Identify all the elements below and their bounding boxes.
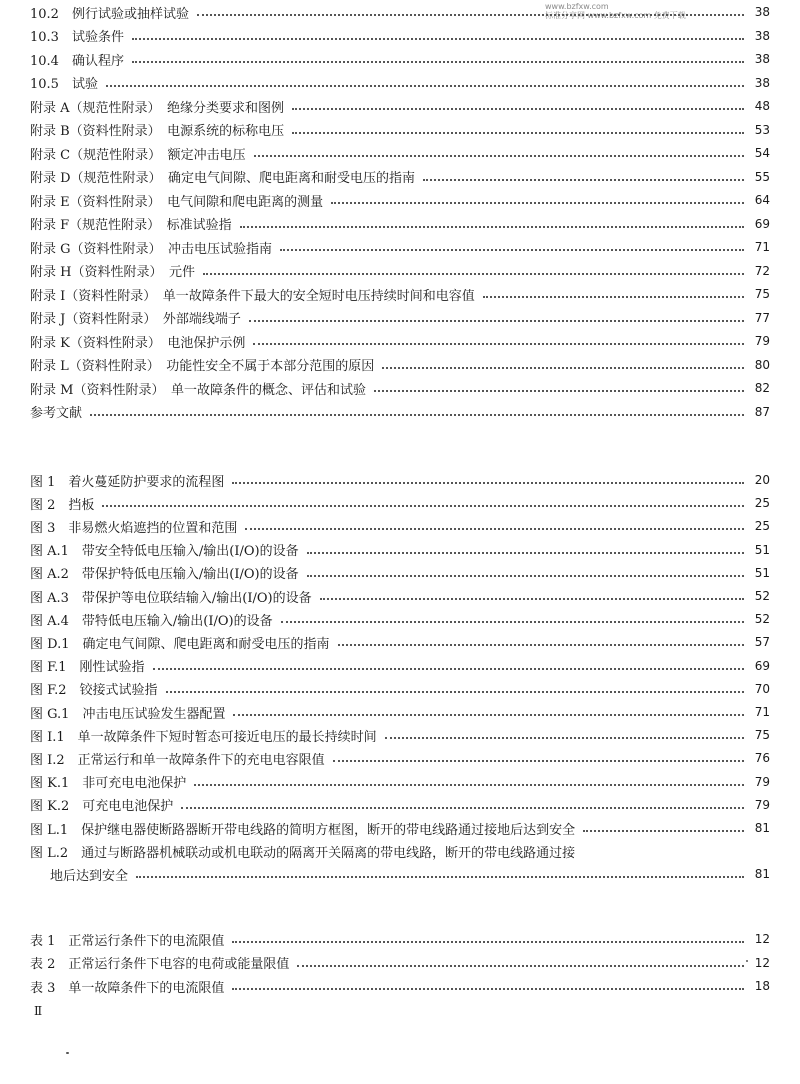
toc-entry (30, 284, 770, 304)
figure-entry-page: 69 (754, 658, 770, 673)
leader-dots (292, 132, 744, 134)
table-entry (30, 953, 770, 973)
toc-entry-page: 79 (754, 334, 770, 348)
toc-entry-page: 48 (754, 99, 770, 113)
figure-entry-label: 地后达到安全 (50, 868, 129, 884)
figure-entry (30, 609, 770, 629)
footer-page-number: Ⅱ (34, 1004, 43, 1018)
leader-dots (203, 273, 744, 275)
figure-entry-label: 图 I.2 正常运行和单一故障条件下的充电电容限值 (30, 752, 325, 768)
toc-entry (30, 2, 770, 22)
figure-entry-page: 25 (754, 496, 770, 511)
figure-entry-label: 图 2 挡板 (30, 497, 95, 513)
figure-entry-page: 81 (754, 821, 770, 835)
table-entry-label: 表 3 单一故障条件下的电流限值 (30, 980, 225, 996)
watermark-line-1: www.bzfxw.com (545, 2, 609, 11)
toc-entry (30, 26, 770, 46)
toc-entry-page: 38 (754, 28, 770, 43)
toc-entry-label: 附录 I（资料性附录） 单一故障条件下最大的安全短时电压持续时间和电容值 (30, 288, 475, 304)
figure-entry (30, 725, 770, 745)
figure-entry-label: 图 D.1 确定电气间隙、爬电距离和耐受电压的指南 (30, 636, 330, 652)
table-entry-page: 12 (754, 955, 770, 970)
figure-entry-label: 图 F.2 铰接式试验指 (30, 683, 158, 699)
figure-entry-label: 图 3 非易燃火焰遮挡的位置和范围 (30, 520, 238, 536)
toc-entry-page: 54 (754, 146, 770, 160)
figure-entry-page: 79 (754, 774, 770, 789)
toc-entry-page: 53 (754, 122, 770, 137)
leader-dots (106, 85, 744, 87)
leader-dots (197, 14, 744, 16)
table-entry (30, 976, 770, 996)
leader-dots (240, 226, 744, 228)
leader-dots (320, 598, 744, 600)
toc-entry (30, 96, 770, 116)
figure-entry-page: 79 (754, 797, 770, 812)
toc-entry (30, 214, 770, 234)
figure-entry-page: 25 (754, 519, 770, 534)
toc-entry-page: 55 (754, 169, 770, 184)
toc-entry (30, 378, 770, 398)
figure-entry-page: 51 (754, 565, 770, 580)
figure-entry-page: 51 (754, 542, 770, 557)
toc-entry-page: 38 (754, 5, 770, 19)
toc-entry (30, 402, 770, 422)
leader-dots (249, 320, 744, 322)
toc-entry-label: 附录 L（资料性附录） 功能性安全不属于本部分范围的原因 (30, 359, 375, 374)
leader-dots (194, 784, 744, 786)
figure-entry-label: 图 G.1 冲击电压试验发生器配置 (30, 706, 226, 722)
leader-dots (253, 343, 744, 345)
toc-entry-page: 38 (754, 52, 770, 66)
figure-entry (30, 586, 770, 606)
toc-entry-label: 10.3 试验条件 (30, 30, 124, 45)
figure-entry-page: 71 (754, 705, 770, 719)
toc-entry-label: 参考文献 (30, 406, 83, 421)
figure-entry-page: 75 (754, 728, 770, 743)
figure-entry-page: 81 (754, 867, 770, 882)
leader-dots (307, 552, 744, 554)
toc-entry (30, 331, 770, 351)
leader-dots (102, 505, 744, 507)
toc-entry-label: 10.2 例行试验或抽样试验 (30, 6, 189, 22)
leader-dots (374, 390, 744, 392)
toc-entry-page: 75 (754, 287, 770, 301)
toc-entry-label: 附录 K（资料性附录） 电池保护示例 (30, 335, 246, 351)
figure-entry-page: 20 (754, 473, 770, 487)
watermark-line-2: 标准分享网 www.bzfxw.com 免费下载 (545, 11, 686, 20)
leader-dots (281, 621, 744, 623)
scan-speck (66, 1052, 69, 1054)
figure-entry-label: 图 L.2 通过与断路器机械联动或机电联动的隔离开关隔离的带电线路，断开的带电线路通过接 (30, 845, 576, 861)
toc-entry-page: 72 (754, 263, 770, 278)
toc-entry (30, 237, 770, 257)
leader-dots (385, 737, 744, 739)
figure-entry-page: 57 (754, 635, 770, 650)
figure-entry (30, 748, 770, 768)
table-entry (30, 929, 770, 949)
toc-entry-label: 附录 F（规范性附录） 标准试验指 (30, 218, 232, 233)
table-entry-page: 18 (754, 979, 770, 993)
toc-entry (30, 190, 770, 210)
leader-dots (382, 367, 744, 369)
toc-entry (30, 73, 770, 93)
figure-entry-label: 图 A.3 带保护等电位联结输入/输出(I/O)的设备 (30, 590, 312, 606)
toc-entry-label: 附录 B（资料性附录） 电源系统的标称电压 (30, 124, 285, 139)
leader-dots (338, 644, 745, 646)
leader-dots (90, 414, 744, 416)
figure-entry-page: 76 (754, 751, 770, 766)
toc-entry (30, 49, 770, 69)
leader-dots (331, 202, 744, 204)
leader-dots (423, 179, 744, 181)
figure-entry-page: 52 (754, 589, 770, 603)
toc-entry (30, 120, 770, 140)
toc-entry-page: 71 (754, 240, 770, 254)
figure-entry (30, 702, 770, 722)
toc-entry-label: 附录 H（资料性附录） 元件 (30, 265, 195, 280)
toc-entry-page: 87 (754, 404, 770, 419)
leader-dots (232, 482, 744, 484)
toc-entry-label: 附录 A（规范性附录） 绝缘分类要求和图例 (30, 100, 285, 116)
figure-entry (30, 563, 770, 583)
toc-entry-page: 77 (754, 310, 770, 325)
toc-entry-label: 10.5 试验 (30, 77, 98, 92)
leader-dots (297, 965, 744, 967)
figure-entry (30, 841, 770, 861)
leader-dots (132, 38, 744, 40)
leader-dots (280, 249, 744, 251)
toc-entry-page: 69 (754, 216, 770, 231)
leader-dots (232, 988, 744, 990)
figure-entry (30, 516, 770, 536)
figure-entry (30, 679, 770, 699)
figure-entry-label: 图 A.4 带特低电压输入/输出(I/O)的设备 (30, 613, 273, 629)
figure-entry-label: 图 I.1 单一故障条件下短时暂态可接近电压的最长持续时间 (30, 729, 377, 745)
toc-entry-page: 80 (754, 357, 770, 372)
leader-dots (333, 760, 744, 762)
leader-dots (136, 876, 744, 878)
figure-entry-label: 图 K.2 可充电电池保护 (30, 799, 174, 815)
figure-entry-label: 图 F.1 刚性试验指 (30, 660, 145, 676)
leader-dots (181, 807, 744, 809)
table-entry-label: 表 1 正常运行条件下的电流限值 (30, 933, 225, 949)
figure-entry (30, 795, 770, 815)
toc-entry (30, 308, 770, 328)
figure-entry-label: 图 L.1 保护继电器使断路器断开带电线路的简明方框图，断开的带电线路通过接地后达到安全 (30, 822, 576, 838)
leader-dots (583, 830, 744, 832)
toc-entry-page: 82 (754, 381, 770, 395)
table-entry-label: 表 2 正常运行条件下电容的电荷或能量限值 (30, 957, 290, 972)
toc-entry-label: 10.4 确认程序 (30, 53, 124, 69)
toc-entry-label: 附录 J（资料性附录） 外部端线端子 (30, 312, 241, 327)
toc-entry-page: 38 (754, 75, 770, 90)
figure-entry (30, 632, 770, 652)
figure-entry (30, 493, 770, 513)
leader-dots (307, 575, 744, 577)
leader-dots (132, 61, 744, 63)
leader-dots (232, 941, 744, 943)
figure-entry (30, 656, 770, 676)
leader-dots (166, 691, 744, 693)
toc-entry (30, 261, 770, 281)
figure-entry-label: 图 1 着火蔓延防护要求的流程图 (30, 474, 225, 490)
figure-entry-label: 图 A.1 带安全特低电压输入/输出(I/O)的设备 (30, 544, 299, 560)
toc-entry-label: 附录 G（资料性附录） 冲击电压试验指南 (30, 241, 273, 257)
toc-entry (30, 355, 770, 375)
toc-entry-label: 附录 E（资料性附录） 电气间隙和爬电距离的测量 (30, 194, 324, 210)
toc-entry (30, 167, 770, 187)
leader-dots (245, 528, 744, 530)
leader-dots (153, 668, 744, 670)
figure-entry (30, 470, 770, 490)
scan-speck (746, 960, 748, 962)
toc-entry-label: 附录 C（规范性附录） 额定冲击电压 (30, 147, 246, 163)
leader-dots (233, 714, 744, 716)
figure-entry (30, 864, 770, 884)
figure-entry (30, 818, 770, 838)
figure-entry-label: 图 K.1 非可充电电池保护 (30, 776, 187, 792)
figure-entry-label: 图 A.2 带保护特低电压输入/输出(I/O)的设备 (30, 567, 299, 583)
figure-entry (30, 772, 770, 792)
toc-entry-label: 附录 D（规范性附录） 确定电气间隙、爬电距离和耐受电压的指南 (30, 171, 416, 186)
figure-entry (30, 540, 770, 560)
toc-entry-label: 附录 M（资料性附录） 单一故障条件的概念、评估和试验 (30, 382, 366, 398)
figure-entry-page: 70 (754, 681, 770, 696)
table-entry-page: 12 (754, 932, 770, 946)
toc-entry (30, 143, 770, 163)
figure-entry-page: 52 (754, 612, 770, 627)
leader-dots (292, 108, 744, 110)
toc-entry-page: 64 (754, 193, 770, 207)
leader-dots (254, 155, 744, 157)
leader-dots (483, 296, 744, 298)
